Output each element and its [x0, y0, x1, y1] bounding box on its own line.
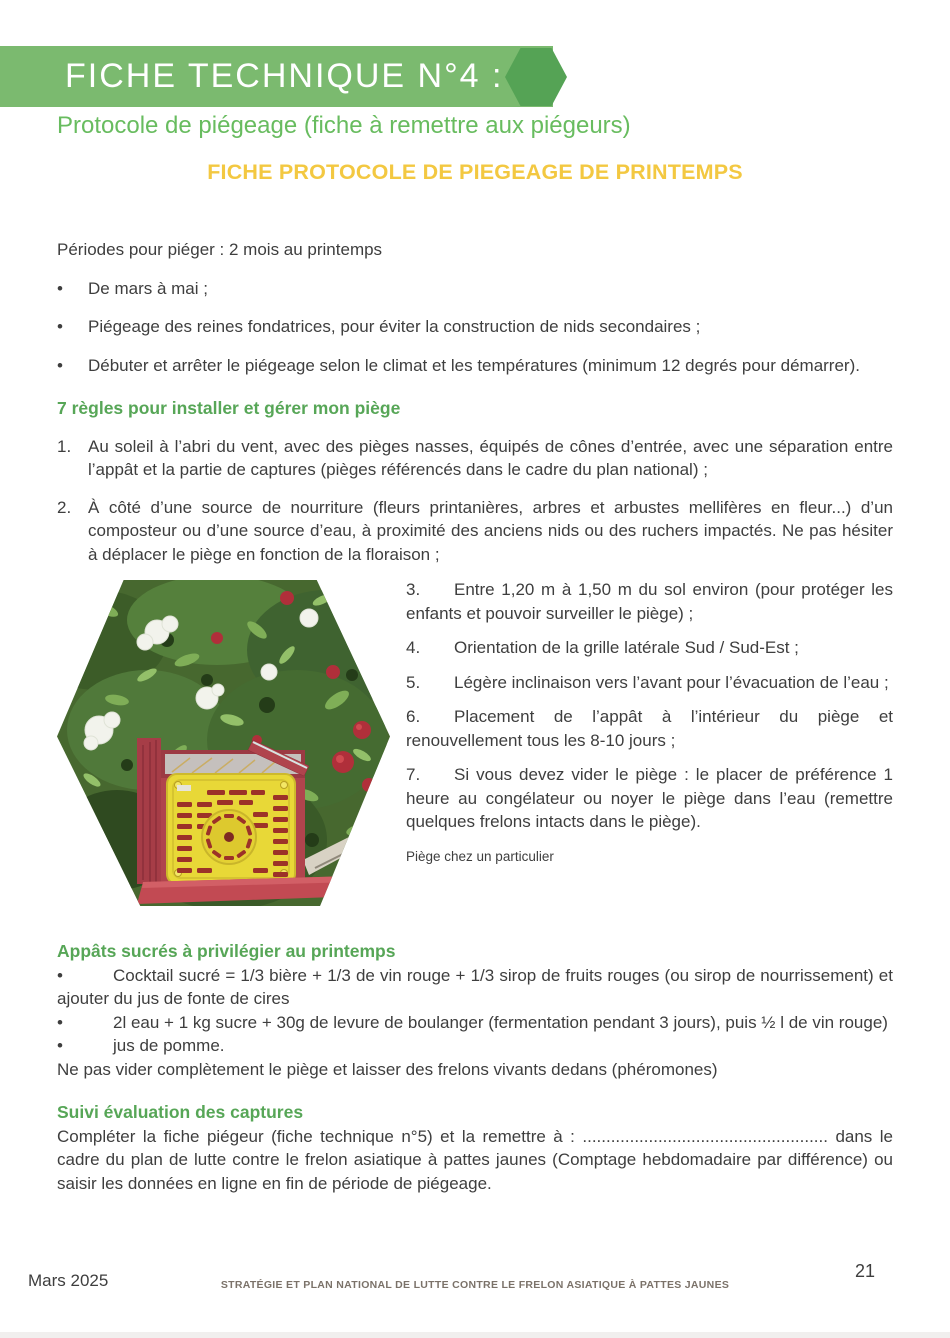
header-banner [0, 46, 553, 107]
rule-number: 3. [406, 580, 421, 599]
trap-photo-illustration [57, 580, 390, 906]
rule-text: Placement de l’appât à l’intérieur du piège et renouvellement tous les 8-10 jours ; [406, 707, 893, 750]
rule-item [406, 705, 893, 752]
trap-photo [57, 580, 390, 906]
bullet-icon: • [57, 317, 63, 336]
intro-lead: Périodes pour piéger : 2 mois au printemps [57, 240, 383, 259]
list-item [57, 1011, 893, 1035]
bullet-text: De mars à mai ; [88, 278, 208, 298]
list-item [57, 315, 893, 339]
rule-text: Légère inclinaison vers l’avant pour l’évacuation de l’eau ; [454, 672, 889, 692]
rule-text: À côté d’une source de nourriture (fleurs printanières, arbres et arbustes mellifères en fleur...) d’un composteur ou d’une source d’eau, à proximité des anciens nids ou des ruchers impactés. Ne pas hésiter à déplacer le piège en fonction de la floraison ; [88, 497, 893, 564]
bullet-icon: • [57, 965, 63, 985]
footer-date: Mars 2025 [28, 1271, 109, 1290]
bullet-text: jus de pomme. [113, 1036, 225, 1055]
rule-text: Orientation de la grille latérale Sud / Sud-Est ; [454, 638, 799, 657]
rule-text: Entre 1,20 m à 1,50 m du sol environ (pour protéger les enfants et pouvoir surveiller le piège) ; [406, 580, 893, 623]
bullet-text: Débuter et arrêter le piégeage selon le climat et les températures (minimum 12 degrés pour démarrer). [88, 355, 860, 375]
rule-item [406, 763, 893, 834]
rule-number: 5. [406, 672, 421, 692]
bullet-icon: • [57, 355, 63, 375]
rule-number: 4. [406, 638, 421, 657]
doc-subtitle: Protocole de piégeage (fiche à remettre aux piégeurs) [57, 112, 631, 139]
bullet-text: 2l eau + 1 kg sucre + 30g de levure de boulanger (fermentation pendant 3 jours), puis ½ l de vin rouge) [113, 1012, 888, 1032]
rule-item [57, 435, 893, 482]
rule-text: Si vous devez vider le piège : le placer de préférence 1 heure au congélateur ou noyer le piège dans l’eau (remettre quelques frelons intacts dans le piège). [406, 765, 893, 831]
rules-heading: 7 règles pour installer et gérer mon piège [57, 398, 401, 418]
list-item [57, 964, 893, 1011]
page-title: FICHE TECHNIQUE N°4 : [65, 57, 504, 95]
bullet-text: Piégeage des reines fondatrices, pour éviter la construction de nids secondaires ; [88, 317, 701, 336]
list-item [57, 354, 893, 378]
rule-number: 7. [406, 765, 421, 784]
followup-text: Compléter la fiche piégeur (fiche technique n°5) et la remettre à : .................................................... dans le cadre du plan de lutte contre le frelon asiatique à pattes jaunes (Comptage hebdomadaire par différence) ou saisir les données en ligne en fin de période de piégeage. [57, 1126, 893, 1193]
content [57, 238, 893, 1195]
bullet-icon: • [57, 1012, 63, 1032]
page-number: 21 [855, 1261, 876, 1281]
rule-item [406, 578, 893, 625]
rule-text: Au soleil à l’abri du vent, avec des pièges nasses, équipés de cônes d’entrée, avec une séparation entre l’appât et la partie de captures (pièges référencés dans le cadre du plan national) ; [88, 436, 893, 479]
photo-caption: Piège chez un particulier [406, 848, 554, 864]
followup-heading: Suivi évaluation des captures [57, 1102, 304, 1122]
rule-number: 2. [57, 497, 72, 517]
bullet-text: Cocktail sucré = 1/3 bière + 1/3 de vin rouge + 1/3 sirop de fruits rouges (ou sirop de nourrissement) et ajouter du jus de fonte de cires [57, 965, 893, 1008]
footer-bar [0, 1332, 950, 1338]
doc-title: FICHE PROTOCOLE DE PIEGEAGE DE PRINTEMPS [207, 160, 743, 184]
media-row [57, 578, 893, 906]
list-item [57, 277, 893, 301]
rule-item [57, 496, 893, 567]
footer-title: STRATÉGIE ET PLAN NATIONAL DE LUTTE CONTRE LE FRELON ASIATIQUE À PATTES JAUNES [220, 1279, 730, 1291]
rules-right-column [406, 578, 893, 906]
rule-item [406, 671, 893, 695]
bullet-icon: • [57, 278, 63, 298]
bullet-icon: • [57, 1036, 63, 1055]
list-item [57, 1034, 893, 1058]
note-text: Ne pas vider complètement le piège et laisser des frelons vivants dedans (phéromones) [57, 1059, 718, 1079]
rule-number: 1. [57, 436, 72, 456]
rule-item [406, 636, 893, 660]
rule-number: 6. [406, 707, 421, 726]
baits-heading: Appâts sucrés à privilégier au printemps [57, 941, 396, 961]
